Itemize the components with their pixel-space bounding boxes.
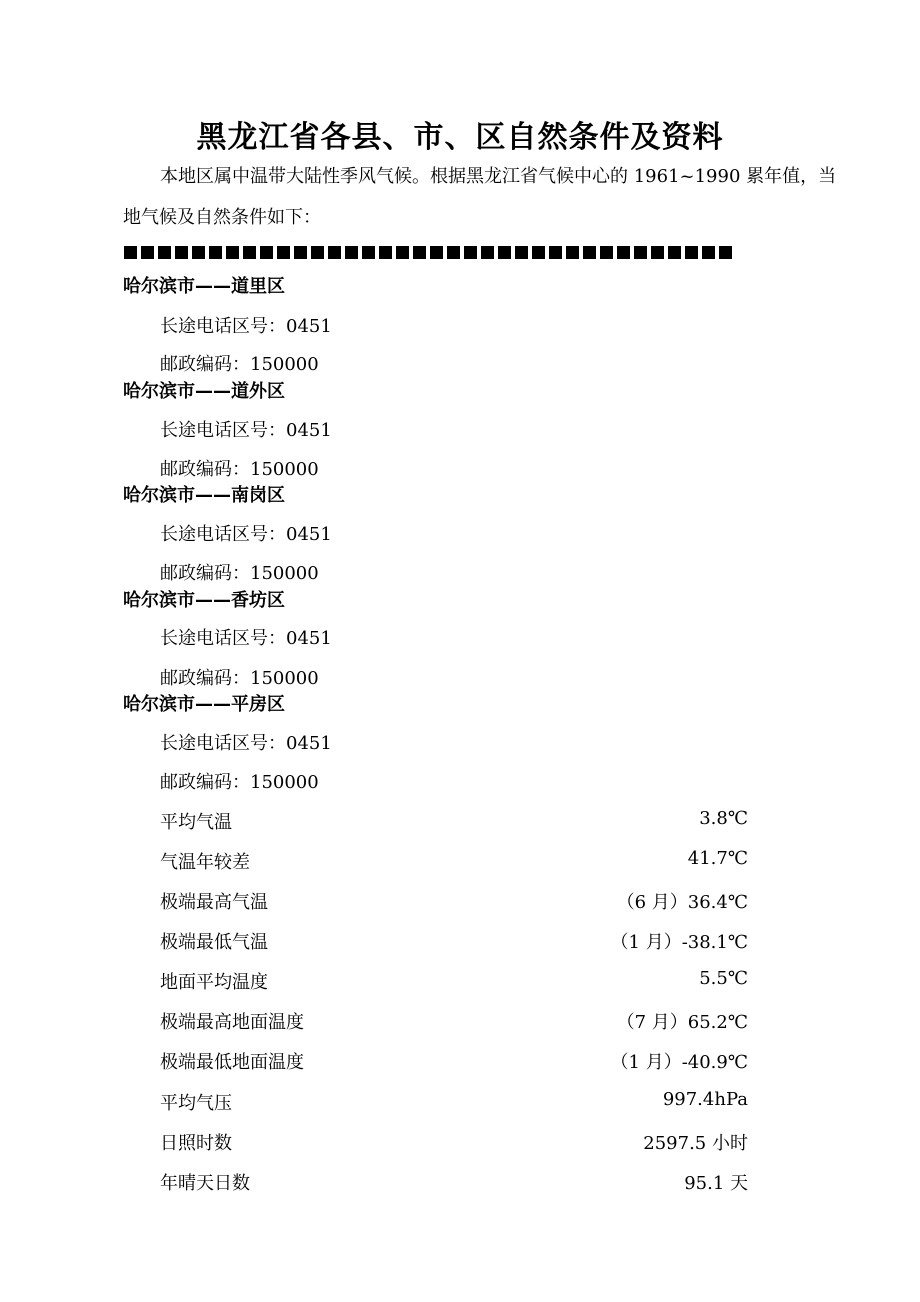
district-heading: 哈尔滨市——平房区 <box>123 694 285 715</box>
climate-label: 极端最低地面温度 <box>160 1052 304 1073</box>
climate-row <box>160 1129 748 1155</box>
climate-value: 3.8℃ <box>699 808 748 829</box>
separator-square <box>226 246 239 259</box>
climate-value: 2597.5 小时 <box>643 1133 748 1154</box>
separator-square <box>532 246 545 259</box>
climate-value: 997.4hPa <box>662 1089 748 1110</box>
separator-square <box>685 246 698 259</box>
separator-square <box>634 246 647 259</box>
phone-code: 长途电话区号：0451 <box>160 628 332 649</box>
separator-square <box>430 246 443 259</box>
intro-line-2: 地气候及自然条件如下： <box>123 207 321 228</box>
phone-code: 长途电话区号：0451 <box>160 420 332 441</box>
climate-label: 日照时数 <box>160 1133 232 1154</box>
separator-square <box>175 246 188 259</box>
climate-value: 41.7℃ <box>687 848 748 869</box>
page-title: 黑龙江省各县、市、区自然条件及资料 <box>196 120 724 155</box>
separator-square <box>600 246 613 259</box>
separator-square <box>158 246 171 259</box>
separator-square <box>719 246 732 259</box>
climate-row <box>160 968 748 994</box>
square-separator <box>124 246 774 262</box>
district-heading: 哈尔滨市——香坊区 <box>123 590 285 611</box>
climate-row <box>160 1089 748 1115</box>
separator-square <box>192 246 205 259</box>
separator-square <box>243 246 256 259</box>
separator-square <box>396 246 409 259</box>
separator-square <box>294 246 307 259</box>
postal-code: 邮政编码：150000 <box>160 668 319 689</box>
separator-square <box>379 246 392 259</box>
separator-square <box>345 246 358 259</box>
separator-square <box>515 246 528 259</box>
separator-square <box>328 246 341 259</box>
separator-square <box>583 246 596 259</box>
postal-code: 邮政编码：150000 <box>160 459 319 480</box>
climate-value: 5.5℃ <box>699 968 748 989</box>
separator-square <box>260 246 273 259</box>
climate-label: 极端最高气温 <box>160 892 268 913</box>
climate-value: 95.1 天 <box>684 1173 748 1194</box>
climate-label: 极端最低气温 <box>160 932 268 953</box>
phone-code: 长途电话区号：0451 <box>160 316 332 337</box>
climate-value: （6 月）36.4℃ <box>616 892 748 913</box>
separator-square <box>498 246 511 259</box>
separator-square <box>124 246 137 259</box>
separator-square <box>311 246 324 259</box>
separator-square <box>209 246 222 259</box>
climate-row <box>160 1048 748 1074</box>
climate-row <box>160 808 748 834</box>
intro-line-1: 本地区属中温带大陆性季风气候。根据黑龙江省气候中心的 1961~1990 累年值，当 <box>160 166 837 187</box>
postal-code: 邮政编码：150000 <box>160 354 319 375</box>
district-heading: 哈尔滨市——道里区 <box>123 276 285 297</box>
climate-value: （1 月）-38.1℃ <box>610 932 748 953</box>
climate-label: 平均气温 <box>160 812 232 833</box>
postal-code: 邮政编码：150000 <box>160 772 319 793</box>
climate-row <box>160 888 748 914</box>
climate-value: （7 月）65.2℃ <box>616 1012 748 1033</box>
separator-square <box>277 246 290 259</box>
climate-label: 年晴天日数 <box>160 1173 250 1194</box>
separator-square <box>566 246 579 259</box>
separator-square <box>702 246 715 259</box>
separator-square <box>617 246 630 259</box>
separator-square <box>362 246 375 259</box>
phone-code: 长途电话区号：0451 <box>160 524 332 545</box>
separator-square <box>668 246 681 259</box>
climate-label: 平均气压 <box>160 1093 232 1114</box>
climate-row <box>160 848 748 874</box>
phone-code: 长途电话区号：0451 <box>160 733 332 754</box>
climate-row <box>160 1008 748 1034</box>
separator-square <box>464 246 477 259</box>
separator-square <box>141 246 154 259</box>
separator-square <box>413 246 426 259</box>
climate-label: 地面平均温度 <box>160 972 268 993</box>
district-heading: 哈尔滨市——道外区 <box>123 381 285 402</box>
climate-row <box>160 1169 748 1195</box>
separator-square <box>549 246 562 259</box>
climate-row <box>160 928 748 954</box>
climate-value: （1 月）-40.9℃ <box>610 1052 748 1073</box>
separator-square <box>651 246 664 259</box>
climate-label: 气温年较差 <box>160 852 250 873</box>
climate-label: 极端最高地面温度 <box>160 1012 304 1033</box>
separator-square <box>481 246 494 259</box>
postal-code: 邮政编码：150000 <box>160 563 319 584</box>
separator-square <box>447 246 460 259</box>
district-heading: 哈尔滨市——南岗区 <box>123 485 285 506</box>
